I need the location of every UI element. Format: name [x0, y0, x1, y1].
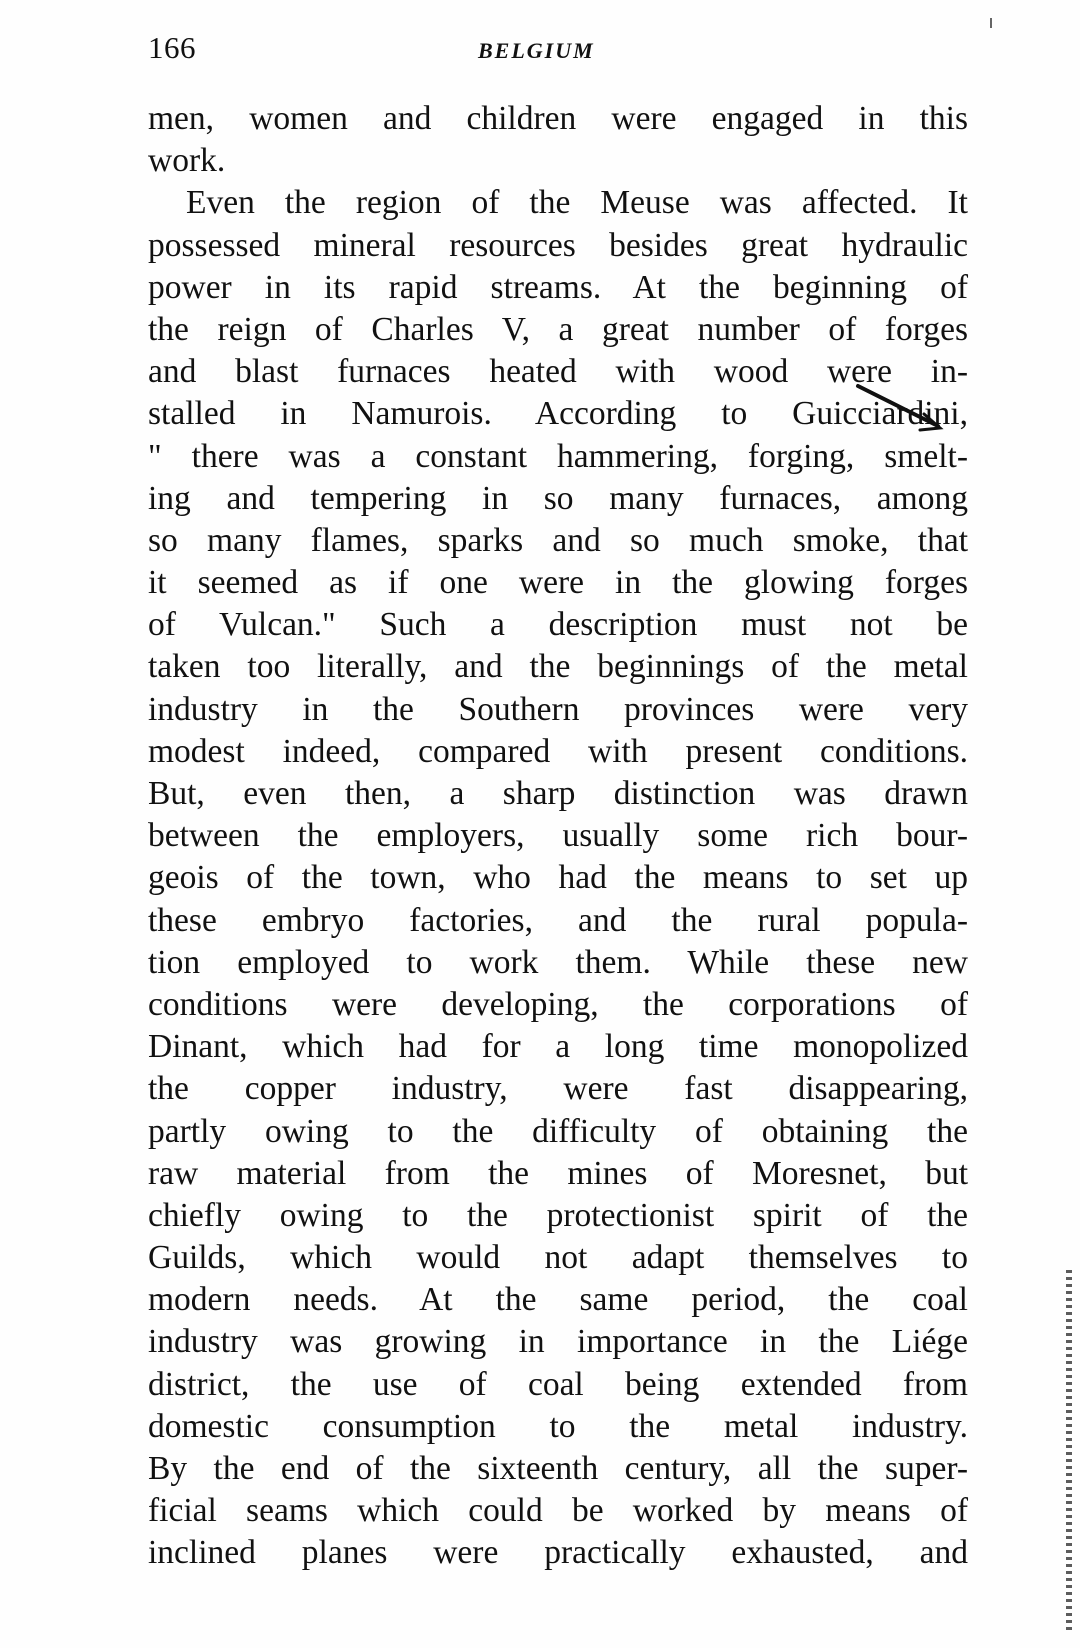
text-line: district, the use of coal being extended from [148, 1365, 968, 1403]
text-line: raw material from the mines of Moresnet, but [148, 1154, 968, 1192]
text-line: Dinant, which had for a long time monopolized [148, 1028, 968, 1066]
body-text [148, 98, 968, 1575]
text-line: Guilds, which would not adapt themselves to [148, 1239, 968, 1277]
scan-edge-artifact [1066, 1270, 1072, 1630]
text-line: inclined planes were practically exhausted, and [148, 1534, 968, 1572]
text-line: chiefly owing to the protectionist spirit of the [148, 1196, 968, 1234]
text-line: of Vulcan." Such a description must not be [148, 606, 968, 644]
page-number: 166 [148, 30, 196, 65]
text-line: ficial seams which could be worked by means of [148, 1492, 968, 1530]
text-line: work. [148, 142, 226, 180]
text-line: power in its rapid streams. At the beginning of [148, 268, 968, 306]
text-line: the copper industry, were fast disappearing, [148, 1070, 968, 1108]
text-line: geois of the town, who had the means to set up [148, 859, 968, 897]
pen-mark-icon [840, 372, 950, 442]
scan-speck [990, 18, 992, 28]
text-line: the reign of Charles V, a great number of forges [148, 310, 968, 348]
text-line: modest indeed, compared with present conditions. [148, 732, 968, 770]
text-line: conditions were developing, the corporations of [148, 985, 968, 1023]
text-line: so many flames, sparks and so much smoke, that [148, 521, 968, 559]
text-line: stalled in Namurois. According to Guicciardini, [148, 395, 968, 433]
text-line: partly owing to the difficulty of obtaining the [148, 1112, 968, 1150]
text-line: tion employed to work them. While these new [148, 943, 968, 981]
text-line: taken too literally, and the beginnings of the metal [148, 648, 968, 686]
running-title: BELGIUM [478, 38, 595, 63]
page-header [148, 30, 968, 80]
text-line: between the employers, usually some rich bour- [148, 817, 968, 855]
text-line: it seemed as if one were in the glowing forges [148, 564, 968, 602]
text-line: possessed mineral resources besides great hydraulic [148, 226, 968, 264]
text-line: men, women and children were engaged in this [148, 100, 968, 137]
text-line: " there was a constant hammering, forging, smelt- [148, 437, 968, 475]
text-line: and blast furnaces heated with wood were in- [148, 353, 968, 391]
text-line: industry in the Southern provinces were very [148, 690, 968, 728]
text-line: these embryo factories, and the rural popula- [148, 901, 968, 939]
text-line: By the end of the sixteenth century, all the super- [148, 1450, 968, 1487]
text-line: ing and tempering in so many furnaces, among [148, 479, 968, 517]
text-line: modern needs. At the same period, the coal [148, 1281, 968, 1319]
text-line: Even the region of the Meuse was affected. It [186, 184, 968, 222]
text-line: domestic consumption to the metal industry. [148, 1407, 968, 1445]
text-line: industry was growing in importance in the Liége [148, 1323, 968, 1361]
text-line: But, even then, a sharp distinction was drawn [148, 775, 968, 812]
